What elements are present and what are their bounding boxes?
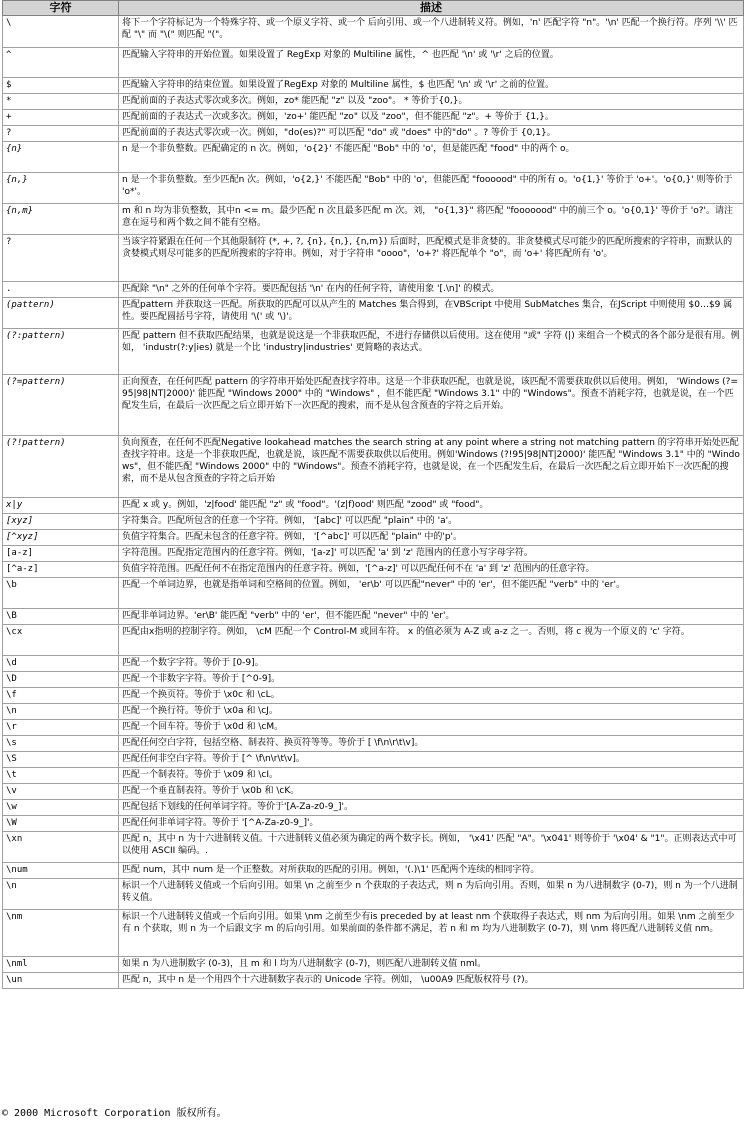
char-cell: \r [3, 720, 119, 736]
desc-cell: 如果 n 为八进制数字 (0-3)，且 m 和 l 均为八进制数字 (0-7)，则匹配八进制转义值 nml。 [119, 957, 744, 973]
desc-cell: 匹配一个非数字字符。等价于 [^0-9]。 [119, 672, 744, 688]
table-row [3, 800, 744, 816]
desc-cell: 负向预查，在任何不匹配Negative lookahead matches the search string at any point where a string not matching pattern 的字符串开始处匹配查找字符串。这是一个非获取匹配，也就是说，该匹配不需要获取供以后使用。例如'Windows (?!95|98|NT|2000)' 能匹配 "Windows 3.1" 中的 "Windows"，但不能匹配 "Windows 2000" 中的 "Windows"。预查不消耗字符，也就是说，在一个匹配发生后，在最后一次匹配之后立即开始下一次匹配的搜索，而不是从包含预查的字符之后开始 [119, 436, 744, 498]
desc-cell: 匹配一个垂直制表符。等价于 \x0b 和 \cK。 [119, 784, 744, 800]
table-row [3, 768, 744, 784]
char-cell: \w [3, 800, 119, 816]
regex-reference [2, 0, 743, 989]
desc-cell: 标识一个八进制转义值或一个后向引用。如果 \nm 之前至少有is preceded by at least nm 个获取得子表达式，则 nm 为后向引用。如果 \nm 之前至少有 n 个获取，则 n 为一个后跟文字 m 的后向引用。如果前面的条件都不满足，若 n 和 m 均为八进制数字 (0-7)，则 \nm 将匹配八进制转义值 nm。 [119, 910, 744, 957]
table-row [3, 910, 744, 957]
table-row [3, 204, 744, 235]
copyright-footer: © 2000 Microsoft Corporation 版权所有。 [2, 1108, 227, 1119]
desc-cell: n 是一个非负整数。匹配确定的 n 次。例如，'o{2}' 不能匹配 "Bob" 中的 'o'，但是能匹配 "food" 中的两个 o。 [119, 142, 744, 173]
char-cell: * [3, 94, 119, 110]
char-cell: (pattern) [3, 298, 119, 329]
char-cell: \n [3, 704, 119, 720]
desc-cell: 匹配 num，其中 num 是一个正整数。对所获取的匹配的引用。例如，'(.)\1' 匹配两个连续的相同字符。 [119, 863, 744, 879]
char-cell: \un [3, 973, 119, 989]
table-row [3, 498, 744, 514]
char-cell: (?=pattern) [3, 375, 119, 436]
table-row [3, 973, 744, 989]
desc-cell: 匹配一个数字字符。等价于 [0-9]。 [119, 656, 744, 672]
char-cell: $ [3, 78, 119, 94]
char-cell: \S [3, 752, 119, 768]
desc-cell: 字符范围。匹配指定范围内的任意字符。例如，'[a-z]' 可以匹配 'a' 到 'z' 范围内的任意小写字母字符。 [119, 546, 744, 562]
desc-cell: 匹配非单词边界。'er\B' 能匹配 "verb" 中的 'er'，但不能匹配 "never" 中的 'er'。 [119, 609, 744, 625]
table-row [3, 832, 744, 863]
desc-cell: 匹配一个单词边界，也就是指单词和空格间的位置。例如， 'er\b' 可以匹配"never" 中的 'er'，但不能匹配 "verb" 中的 'er'。 [119, 578, 744, 609]
char-cell: x|y [3, 498, 119, 514]
char-cell: {n,m} [3, 204, 119, 235]
table-row [3, 720, 744, 736]
table-row [3, 110, 744, 126]
table-row [3, 736, 744, 752]
header-desc: 描述 [119, 1, 744, 16]
desc-cell: 将下一个字符标记为一个特殊字符、或一个原义字符、或一个 后向引用、或一个八进制转义符。例如，'n' 匹配字符 "n"。'\n' 匹配一个换行符。序列 '\\' 匹配 "\" 而 "\(" 则匹配 "("。 [119, 16, 744, 48]
char-cell: \cx [3, 625, 119, 656]
char-cell: \nml [3, 957, 119, 973]
table-row [3, 704, 744, 720]
table-row [3, 578, 744, 609]
table-row [3, 375, 744, 436]
desc-cell: 匹配前面的子表达式一次或多次。例如，'zo+' 能匹配 "zo" 以及 "zoo"，但不能匹配 "z"。+ 等价于 {1,}。 [119, 110, 744, 126]
desc-cell: m 和 n 均为非负整数，其中n <= m。最少匹配 n 次且最多匹配 m 次。刘， "o{1,3}" 将匹配 "fooooood" 中的前三个 o。'o{0,1}' 等价于 'o?'。请注意在逗号和两个数之间不能有空格。 [119, 204, 744, 235]
desc-cell: 匹配 x 或 y。例如，'z|food' 能匹配 "z" 或 "food"。'(z|f)ood' 则匹配 "zood" 或 "food"。 [119, 498, 744, 514]
char-cell: \v [3, 784, 119, 800]
char-cell: \num [3, 863, 119, 879]
char-cell: \s [3, 736, 119, 752]
table-row [3, 436, 744, 498]
desc-cell: 匹配由x指明的控制字符。例如， \cM 匹配一个 Control-M 或回车符。 x 的值必须为 A-Z 或 a-z 之一。否则，将 c 视为一个原义的 'c' 字符。 [119, 625, 744, 656]
char-cell: \n [3, 879, 119, 910]
table-row [3, 235, 744, 282]
table-row [3, 514, 744, 530]
char-cell: \ [3, 16, 119, 48]
desc-cell: 匹配一个回车符。等价于 \x0d 和 \cM。 [119, 720, 744, 736]
desc-cell: 匹配一个换行符。等价于 \x0a 和 \cJ。 [119, 704, 744, 720]
char-cell: [^a-z] [3, 562, 119, 578]
table-body [3, 16, 744, 989]
desc-cell: 负值字符范围。匹配任何不在指定范围内的任意字符。例如，'[^a-z]' 可以匹配任何不在 'a' 到 'z' 范围内的任意字符。 [119, 562, 744, 578]
char-cell: \W [3, 816, 119, 832]
char-cell: ? [3, 235, 119, 282]
char-cell: \b [3, 578, 119, 609]
desc-cell: 匹配除 "\n" 之外的任何单个字符。要匹配包括 '\n' 在内的任何字符，请使用象 '[.\n]' 的模式。 [119, 282, 744, 298]
char-cell: [a-z] [3, 546, 119, 562]
char-cell: \f [3, 688, 119, 704]
table-row [3, 173, 744, 204]
char-cell: . [3, 282, 119, 298]
table-row [3, 282, 744, 298]
desc-cell: 匹配任何非单词字符。等价于 '[^A-Za-z0-9_]'。 [119, 816, 744, 832]
char-cell: \D [3, 672, 119, 688]
char-cell: [xyz] [3, 514, 119, 530]
desc-cell: 匹配 n，其中 n 是一个用四个十六进制数字表示的 Unicode 字符。例如， \u00A9 匹配版权符号 (?)。 [119, 973, 744, 989]
char-cell: \xn [3, 832, 119, 863]
desc-cell: 匹配pattern 并获取这一匹配。所获取的匹配可以从产生的 Matches 集合得到，在VBScript 中使用 SubMatches 集合，在JScript 中则使用 $0…$9 属性。要匹配圆括号字符，请使用 '\(' 或 '\)'。 [119, 298, 744, 329]
table-row [3, 656, 744, 672]
desc-cell: 正向预查，在任何匹配 pattern 的字符串开始处匹配查找字符串。这是一个非获取匹配，也就是说，该匹配不需要获取供以后使用。例如， 'Windows (?=95|98|NT|2000)' 能匹配 "Windows 2000" 中的 "Windows" ，但不能匹配 "Windows 3.1" 中的 "Windows"。预查不消耗字符，也就是说，在一个匹配发生后，在最后一次匹配之后立即开始下一次匹配的搜索，而不是从包含预查的字符之后开始。 [119, 375, 744, 436]
table-row [3, 957, 744, 973]
char-cell: [^xyz] [3, 530, 119, 546]
table-row [3, 784, 744, 800]
desc-cell: 匹配 n，其中 n 为十六进制转义值。十六进制转义值必须为确定的两个数字长。例如， '\x41' 匹配 "A"。'\x041' 则等价于 '\x04' & "1"。正则表达式中可以使用 ASCII 编码。. [119, 832, 744, 863]
header-char: 字符 [3, 1, 119, 16]
desc-cell: 标识一个八进制转义值或一个后向引用。如果 \n 之前至少 n 个获取的子表达式，则 n 为后向引用。否则，如果 n 为八进制数字 (0-7)，则 n 为一个八进制转义值。 [119, 879, 744, 910]
table-row [3, 688, 744, 704]
table-row [3, 752, 744, 768]
desc-cell: 匹配包括下划线的任何单词字符。等价于'[A-Za-z0-9_]'。 [119, 800, 744, 816]
desc-cell: 负值字符集合。匹配未包含的任意字符。例如， '[^abc]' 可以匹配 "plain" 中的'p'。 [119, 530, 744, 546]
table-row [3, 78, 744, 94]
table-row [3, 48, 744, 78]
table-row [3, 609, 744, 625]
char-cell: ? [3, 126, 119, 142]
desc-cell: 匹配输入字符串的开始位置。如果设置了 RegExp 对象的 Multiline 属性，^ 也匹配 '\n' 或 '\r' 之后的位置。 [119, 48, 744, 78]
char-cell: \d [3, 656, 119, 672]
table-row [3, 126, 744, 142]
desc-cell: n 是一个非负整数。至少匹配n 次。例如，'o{2,}' 不能匹配 "Bob" 中的 'o'，但能匹配 "foooood" 中的所有 o。'o{1,}' 等价于 'o+'。'o{0,}' 则等价于 'o*'。 [119, 173, 744, 204]
char-cell: \B [3, 609, 119, 625]
char-cell: \t [3, 768, 119, 784]
char-cell: \nm [3, 910, 119, 957]
char-cell: (?:pattern) [3, 329, 119, 375]
desc-cell: 匹配任何非空白字符。等价于 [^ \f\n\r\t\v]。 [119, 752, 744, 768]
table-header-row [3, 1, 744, 16]
regex-table [2, 0, 744, 989]
desc-cell: 匹配一个制表符。等价于 \x09 和 \cI。 [119, 768, 744, 784]
table-row [3, 879, 744, 910]
table-row [3, 562, 744, 578]
char-cell: (?!pattern) [3, 436, 119, 498]
table-row [3, 530, 744, 546]
desc-cell: 匹配前面的子表达式零次或多次。例如，zo* 能匹配 "z" 以及 "zoo"。 * 等价于{0,}。 [119, 94, 744, 110]
table-row [3, 329, 744, 375]
desc-cell: 当该字符紧跟在任何一个其他限制符 (*, +, ?, {n}, {n,}, {n,m}) 后面时，匹配模式是非贪婪的。非贪婪模式尽可能少的匹配所搜索的字符串，而默认的贪婪模式则尽可能多的匹配所搜索的字符串。例如，对于字符串 "oooo"，'o+?' 将匹配单个 "o"，而 'o+' 将匹配所有 'o'。 [119, 235, 744, 282]
char-cell: {n,} [3, 173, 119, 204]
table-row [3, 546, 744, 562]
table-row [3, 625, 744, 656]
desc-cell: 匹配任何空白字符，包括空格、制表符、换页符等等。等价于 [ \f\n\r\t\v]。 [119, 736, 744, 752]
char-cell: {n} [3, 142, 119, 173]
table-row [3, 816, 744, 832]
table-row [3, 863, 744, 879]
desc-cell: 匹配一个换页符。等价于 \x0c 和 \cL。 [119, 688, 744, 704]
table-row [3, 94, 744, 110]
desc-cell: 字符集合。匹配所包含的任意一个字符。例如， '[abc]' 可以匹配 "plain" 中的 'a'。 [119, 514, 744, 530]
desc-cell: 匹配前面的子表达式零次或一次。例如，"do(es)?" 可以匹配 "do" 或 "does" 中的"do" 。? 等价于 {0,1}。 [119, 126, 744, 142]
table-row [3, 298, 744, 329]
table-row [3, 142, 744, 173]
char-cell: + [3, 110, 119, 126]
char-cell: ^ [3, 48, 119, 78]
table-row [3, 672, 744, 688]
table-row [3, 16, 744, 48]
desc-cell: 匹配输入字符串的结束位置。如果设置了RegExp 对象的 Multiline 属性，$ 也匹配 '\n' 或 '\r' 之前的位置。 [119, 78, 744, 94]
desc-cell: 匹配 pattern 但不获取匹配结果，也就是说这是一个非获取匹配，不进行存储供以后使用。这在使用 "或" 字符 (|) 来组合一个模式的各个部分是很有用。例如， 'industr(?:y|ies) 就是一个比 'industry|industries' 更简略的表达式。 [119, 329, 744, 375]
